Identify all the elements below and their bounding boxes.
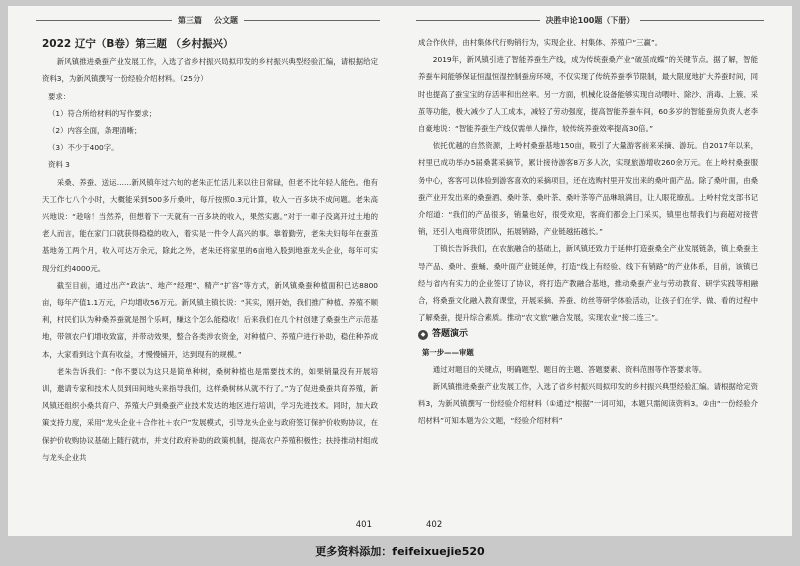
requirement-item: （2）内容全面，条理清晰； bbox=[48, 126, 142, 136]
header-chapter: 第三篇 bbox=[178, 15, 202, 25]
right-content bbox=[418, 34, 758, 430]
header-category: 公文题 bbox=[214, 15, 238, 25]
question-intro: 新风镇推进桑蚕产业发展工作，入选了省乡村振兴局拟印发的乡村振兴典型经验汇编，请根据给定资料3，为新风镇撰写一份经验介绍材料。（25分） bbox=[42, 57, 378, 84]
material-paragraph: 截至目前，通过出产“政法”、地产“经理”、精产“扩容”等方式，新风镇桑蚕种植面积已达8800亩，每年产值1.1万元，户均增收56万元。新风镇主镇长说：“其实，刚开始，我们推广种植、养殖不顺利，村民们认为种桑养蚕就是图个乐呵，赚这个怎么能稳收！后来我们在几个村创建了桑蚕生产示范基地，带领农户们增收致富，并带动效果，整合各类涉农资金，对种植户、养殖户进行补助，稳住种养成本，大家看到这个真有收益，才慢慢铺开，达到现有的规模。” bbox=[42, 280, 378, 359]
section-bullet-icon: ◆ bbox=[418, 330, 428, 340]
left-header bbox=[36, 12, 380, 28]
left-content bbox=[42, 36, 378, 466]
page-number: 401 bbox=[355, 520, 372, 530]
footer-caption: 更多资料添加：feifeixuejie520 bbox=[315, 545, 485, 558]
header-rule bbox=[36, 20, 172, 21]
header-book-title: 决胜申论100题（下册） bbox=[545, 15, 635, 25]
material-paragraph: 老朱告诉我们：“你不要以为这只是简单种树，桑树种植也是需要技术的，如果销量没有开展培训，邀请专家和技术人员到田间地头来指导我们，这样桑树林从就不行了。”为了促进桑蚕共育养殖，新风镇还组织小桑共育户、养殖大户到桑蚕产业技术发达的地区进行培训，学习先进技术。同时，加大政策支持力度，采用“龙头企业＋合作社＋农户”发展模式，引导龙头企业与政府签订保护价收购协议，在保护价收购协议基础上随行就市，并支付政府补助的政策机制，提高农户养殖积极性；扶持推动村组成与龙头企业共 bbox=[42, 366, 378, 462]
requirement-item: （1）符合所给材料的写作要求； bbox=[48, 108, 157, 118]
requirement-item: （3）不少于400字。 bbox=[48, 143, 119, 153]
material-label: 资料 3 bbox=[48, 160, 70, 170]
header-rule bbox=[244, 20, 380, 21]
section-heading bbox=[418, 326, 758, 343]
right-page bbox=[400, 6, 792, 536]
left-page bbox=[8, 6, 401, 536]
step-paragraph: 新风镇推进桑蚕产业发展工作，入选了省乡村振兴局拟印发的乡村振兴典型经验汇编。请根据给定资料3，为新风镇撰写一份经验介绍材料（①通过“根据”一词可知，本题只需阅读资料3。②由“一份经验介绍材料”可知本题为公文题，“经验介绍材料” bbox=[418, 382, 758, 426]
right-header bbox=[416, 12, 764, 28]
header-rule bbox=[416, 20, 540, 21]
requirements-label: 要求： bbox=[48, 91, 71, 101]
material-paragraph: 成合作伙伴，由村集体代行购销行为，实现企业、村集体、养殖户“三赢”。 bbox=[418, 38, 663, 47]
question-title: 2022 辽宁（B卷）第三题 （乡村振兴） bbox=[42, 38, 234, 50]
material-paragraph: 丁镇长告诉我们，在农旅融合的基础上，新风镇还致力于延伸打造蚕桑全产业发展链条，镇上桑蚕主导产品、桑叶、蚕蛹、桑叶面产业链延伸，打造“线上有经验、线下有销路”的产业体系，目前，该镇已经与省内有实力的企业签订了协议，将打造产教融合基地，推动桑蚕产业与劳动教育、研学实践等相融合，将桑蚕文化融入教育课堂，开展采摘、养蚕、纺丝等研学体验活动，让孩子们在学、做、看的过程中了解桑蚕，提升综合素质。推动“农文旅”融合发展，实现农业“接二连三”。 bbox=[418, 244, 758, 323]
material-paragraph: 依托优越的自然资源，上岭村桑蚕基地150亩，吸引了大量游客前来采摘、游玩。自2017年以来，村里已成功举办5届桑葚采摘节，累计接待游客8万多人次，实现旅游增收260余万元。在上岭村桑蚕服务中心，客客可以体验到游客喜欢的采摘项目，还在选购村里开发出来的桑叶面产品。除了桑叶面，由桑蚕产业开发出来的桑蚕酒、桑叶茶、桑叶茶、桑叶茶等产品琳琅满目，让人眼花缭乱。上岭村党支部书记介绍道：“我们的产品很多，销量也好，很受欢迎，客商们都会上门采买，镇里也帮我们与商超对接营销，还引入电商带货团队，拓展销路，产业链越拓越长。” bbox=[418, 141, 758, 237]
step-title: 第一步——审题 bbox=[422, 347, 474, 357]
header-rule bbox=[640, 20, 764, 21]
material-paragraph: 采桑、养蚕、送运……新风镇年过六旬的老朱正忙活儿来以往日常碌，但老不比年轻人能色。他有天工作七八个小时，大概能采到500多斤桑叶，每斤按照0.3元计算，收入一百多块不成问题。老朱高兴地说：“趁啥！当然养，但想着下一天就有一百多块的收入，果然实惠。”对于一辈子没离开过土地的老人而言，能在家门口就获得稳稳的收入，着实是一件令人高兴的事。靠着勤劳，老朱夫妇每年在蚕茧基地务工两个月，收入可达万余元，除此之外，老朱还将家里的6亩地入股到地蚕龙头企业，每年可实现分红约4000元。 bbox=[42, 177, 378, 273]
material-paragraph: 2019年，新风镇引进了智能养蚕生产线，成为传统蚕桑产业“破茧成蝶”的关键节点。据了解，智能养蚕车间能够保证恒温恒湿控制蚕房环境，不仅实现了传统养蚕季节限制，最大限度地扩大养蚕时间，同时也提高了蚕宝宝的存活率和出丝率。另一方面，机械化设备能够实现自动喂叶、除沙、消毒、上簇、采茧等功能，极大减少了人工成本，减轻了劳动强度，提高智能养蚕车间，60多岁的智能蚕房负责人老李自豪地说：“智能养蚕生产线仅需单人操作，较传统养蚕效率提高30倍。” bbox=[418, 55, 758, 134]
section-title: 答题演示 bbox=[432, 329, 469, 340]
page-number: 402 bbox=[426, 520, 443, 530]
step-paragraph: 通过对题目的关键点，明确题型、题目的主题、答题要素、资料范围等作答要求等。 bbox=[432, 364, 707, 374]
